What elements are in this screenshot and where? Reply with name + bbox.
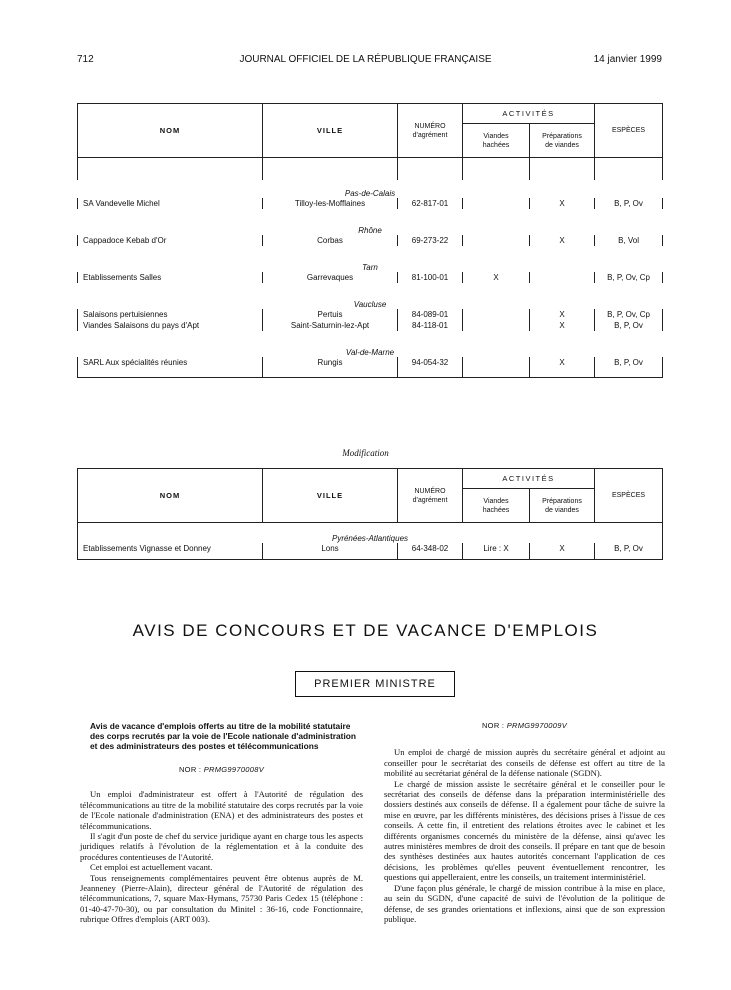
paragraph: Tous renseignements complémentaires peuvent être obtenus auprès de M. Jeanneney (Pierre-Alain), directeur général de l'Autorité de régulation des télécommunications, 7, square Max-Hymans, 75730 Paris Cedex 15 (téléphone : 01-40-47-70-30), ou par consultation du Minitel : 36-16, code Fonctionnaire, rubrique Offres d'emplois (ART 003). xyxy=(80,872,363,925)
modification-label: Modification xyxy=(342,448,389,458)
article-title: Avis de vacance d'emplois offerts au titre de la mobilité statutaire des corps recrutés par la voie de l'Ecole nationale d'administration et des administrateurs des postes et télécommunications xyxy=(90,721,357,751)
col-header-especes: ESPÈCES xyxy=(595,104,663,158)
right-article xyxy=(384,721,665,924)
journal-title: JOURNAL OFFICIEL DE LA RÉPUBLIQUE FRANÇAISE xyxy=(239,54,492,65)
dept-label: Vaucluse xyxy=(353,300,387,309)
col-header-preparations: Préparations de viandes xyxy=(530,124,595,158)
paragraph: Le chargé de mission assiste le secrétaire général et le conseiller pour le secrétariat des conseils de défense dans la préparation interministérielle des dossiers destinés aux conseils de défense. Il a également pour tâche de suivre la mise en œuvre, par les différents ministères, des décisions prises à l'issue de ces conseils. A cette fin, il entretient des relations étroites avec le cabinet et les différents organismes concernés du ministère de la défense, ainsi qu'avec les autres ministères membres de droit des conseils. Il prépare en tant que de besoin des synthèses destinées aux hautes autorités concernant l'application de ces décisions, les problèmes qu'elles peuvent éventuellement rencontrer, les questions qui appelleraient, entre les conseils, un traitement interministériel. xyxy=(384,778,665,883)
approval-table xyxy=(77,103,663,378)
page-number: 712 xyxy=(77,54,94,65)
paragraph: Il s'agit d'un poste de chef du service juridique ayant en charge tous les aspects juridiques relatifs à l'évolution de la réglementation et à la conduite des procédures contentieuses de l'Autorité. xyxy=(80,831,363,862)
col-header-activites: ACTIVITÉS xyxy=(463,104,595,124)
paragraph: Cet emploi est actuellement vacant. xyxy=(90,862,213,873)
modification-table xyxy=(77,468,663,560)
table-row: Etablissements Salles Garrevaques 81-100-01 X B, P, Ov, Cp xyxy=(78,272,663,283)
col-header-viandes: Viandes hachées xyxy=(463,489,530,523)
col-header-especes: ESPÈCES xyxy=(595,469,663,523)
col-header-activites: ACTIVITÉS xyxy=(463,469,595,489)
col-header-numero: NUMÉRO d'agrément xyxy=(398,104,463,158)
dept-label: Pas-de-Calais xyxy=(344,189,396,198)
col-header-nom: NOM xyxy=(78,469,263,523)
dept-label: Val-de-Marne xyxy=(345,348,395,357)
col-header-nom: NOM xyxy=(78,104,263,158)
col-header-viandes: Viandes hachées xyxy=(463,124,530,158)
left-article xyxy=(80,721,363,925)
table-row: Salaisons pertuisiennes Pertuis 84-089-01 X B, P, Ov, Cp xyxy=(78,309,663,320)
col-header-ville: VILLE xyxy=(263,104,398,158)
table-row: Viandes Salaisons du pays d'Apt Saint-Saturnin-lez-Apt 84-118-01 X B, P, Ov xyxy=(78,320,663,331)
dept-label: Rhône xyxy=(358,226,382,235)
section-title: AVIS DE CONCOURS ET DE VACANCE D'EMPLOIS xyxy=(132,621,599,640)
paragraph: Un emploi de chargé de mission auprès du secrétaire général et adjoint au conseiller pour le secrétariat des conseils de défense est offert au titre de la mobilité au secrétariat général de la défense nationale (SGDN). xyxy=(384,747,665,779)
paragraph: D'une façon plus générale, le chargé de mission contribue à la mise en place, au sein du SGDN, d'une capacité de suivi de l'évolution de la politique de défense, de ses grandes orientations et inflexions, ainsi que de son expression publique. xyxy=(384,882,665,924)
ministry-box: PREMIER MINISTRE xyxy=(295,671,455,697)
paragraph: Un emploi d'administrateur est offert à l'Autorité de régulation des télécommunications au titre de la mobilité statutaire des corps recrutés par la voie de l'Ecole nationale d'administration (ENA) et des administrateurs des postes et télécommunications. xyxy=(80,789,363,831)
col-header-preparations: Préparations de viandes xyxy=(530,489,595,523)
col-header-ville: VILLE xyxy=(263,469,398,523)
table-row: Cappadoce Kebab d'Or Corbas 69-273-22 X B, Vol xyxy=(78,235,663,246)
page-date: 14 janvier 1999 xyxy=(593,54,662,65)
nor-reference: NOR : PRMG9970008V xyxy=(178,765,265,774)
table-row: SA Vandevelle Michel Tilloy-les-Mofflaines 62-817-01 X B, P, Ov xyxy=(78,198,663,209)
nor-reference: NOR : PRMG9970009V xyxy=(481,721,568,730)
dept-label: Tarn xyxy=(362,263,378,272)
table-row: Etablissements Vignasse et Donney Lons 64-348-02 Lire : X X B, P, Ov xyxy=(78,543,663,554)
table-row: SARL Aux spécialités réunies Rungis 94-054-32 X B, P, Ov xyxy=(78,357,663,368)
dept-label: Pyrénées-Atlantiques xyxy=(331,534,409,543)
col-header-numero: NUMÉRO d'agrément xyxy=(398,469,463,523)
